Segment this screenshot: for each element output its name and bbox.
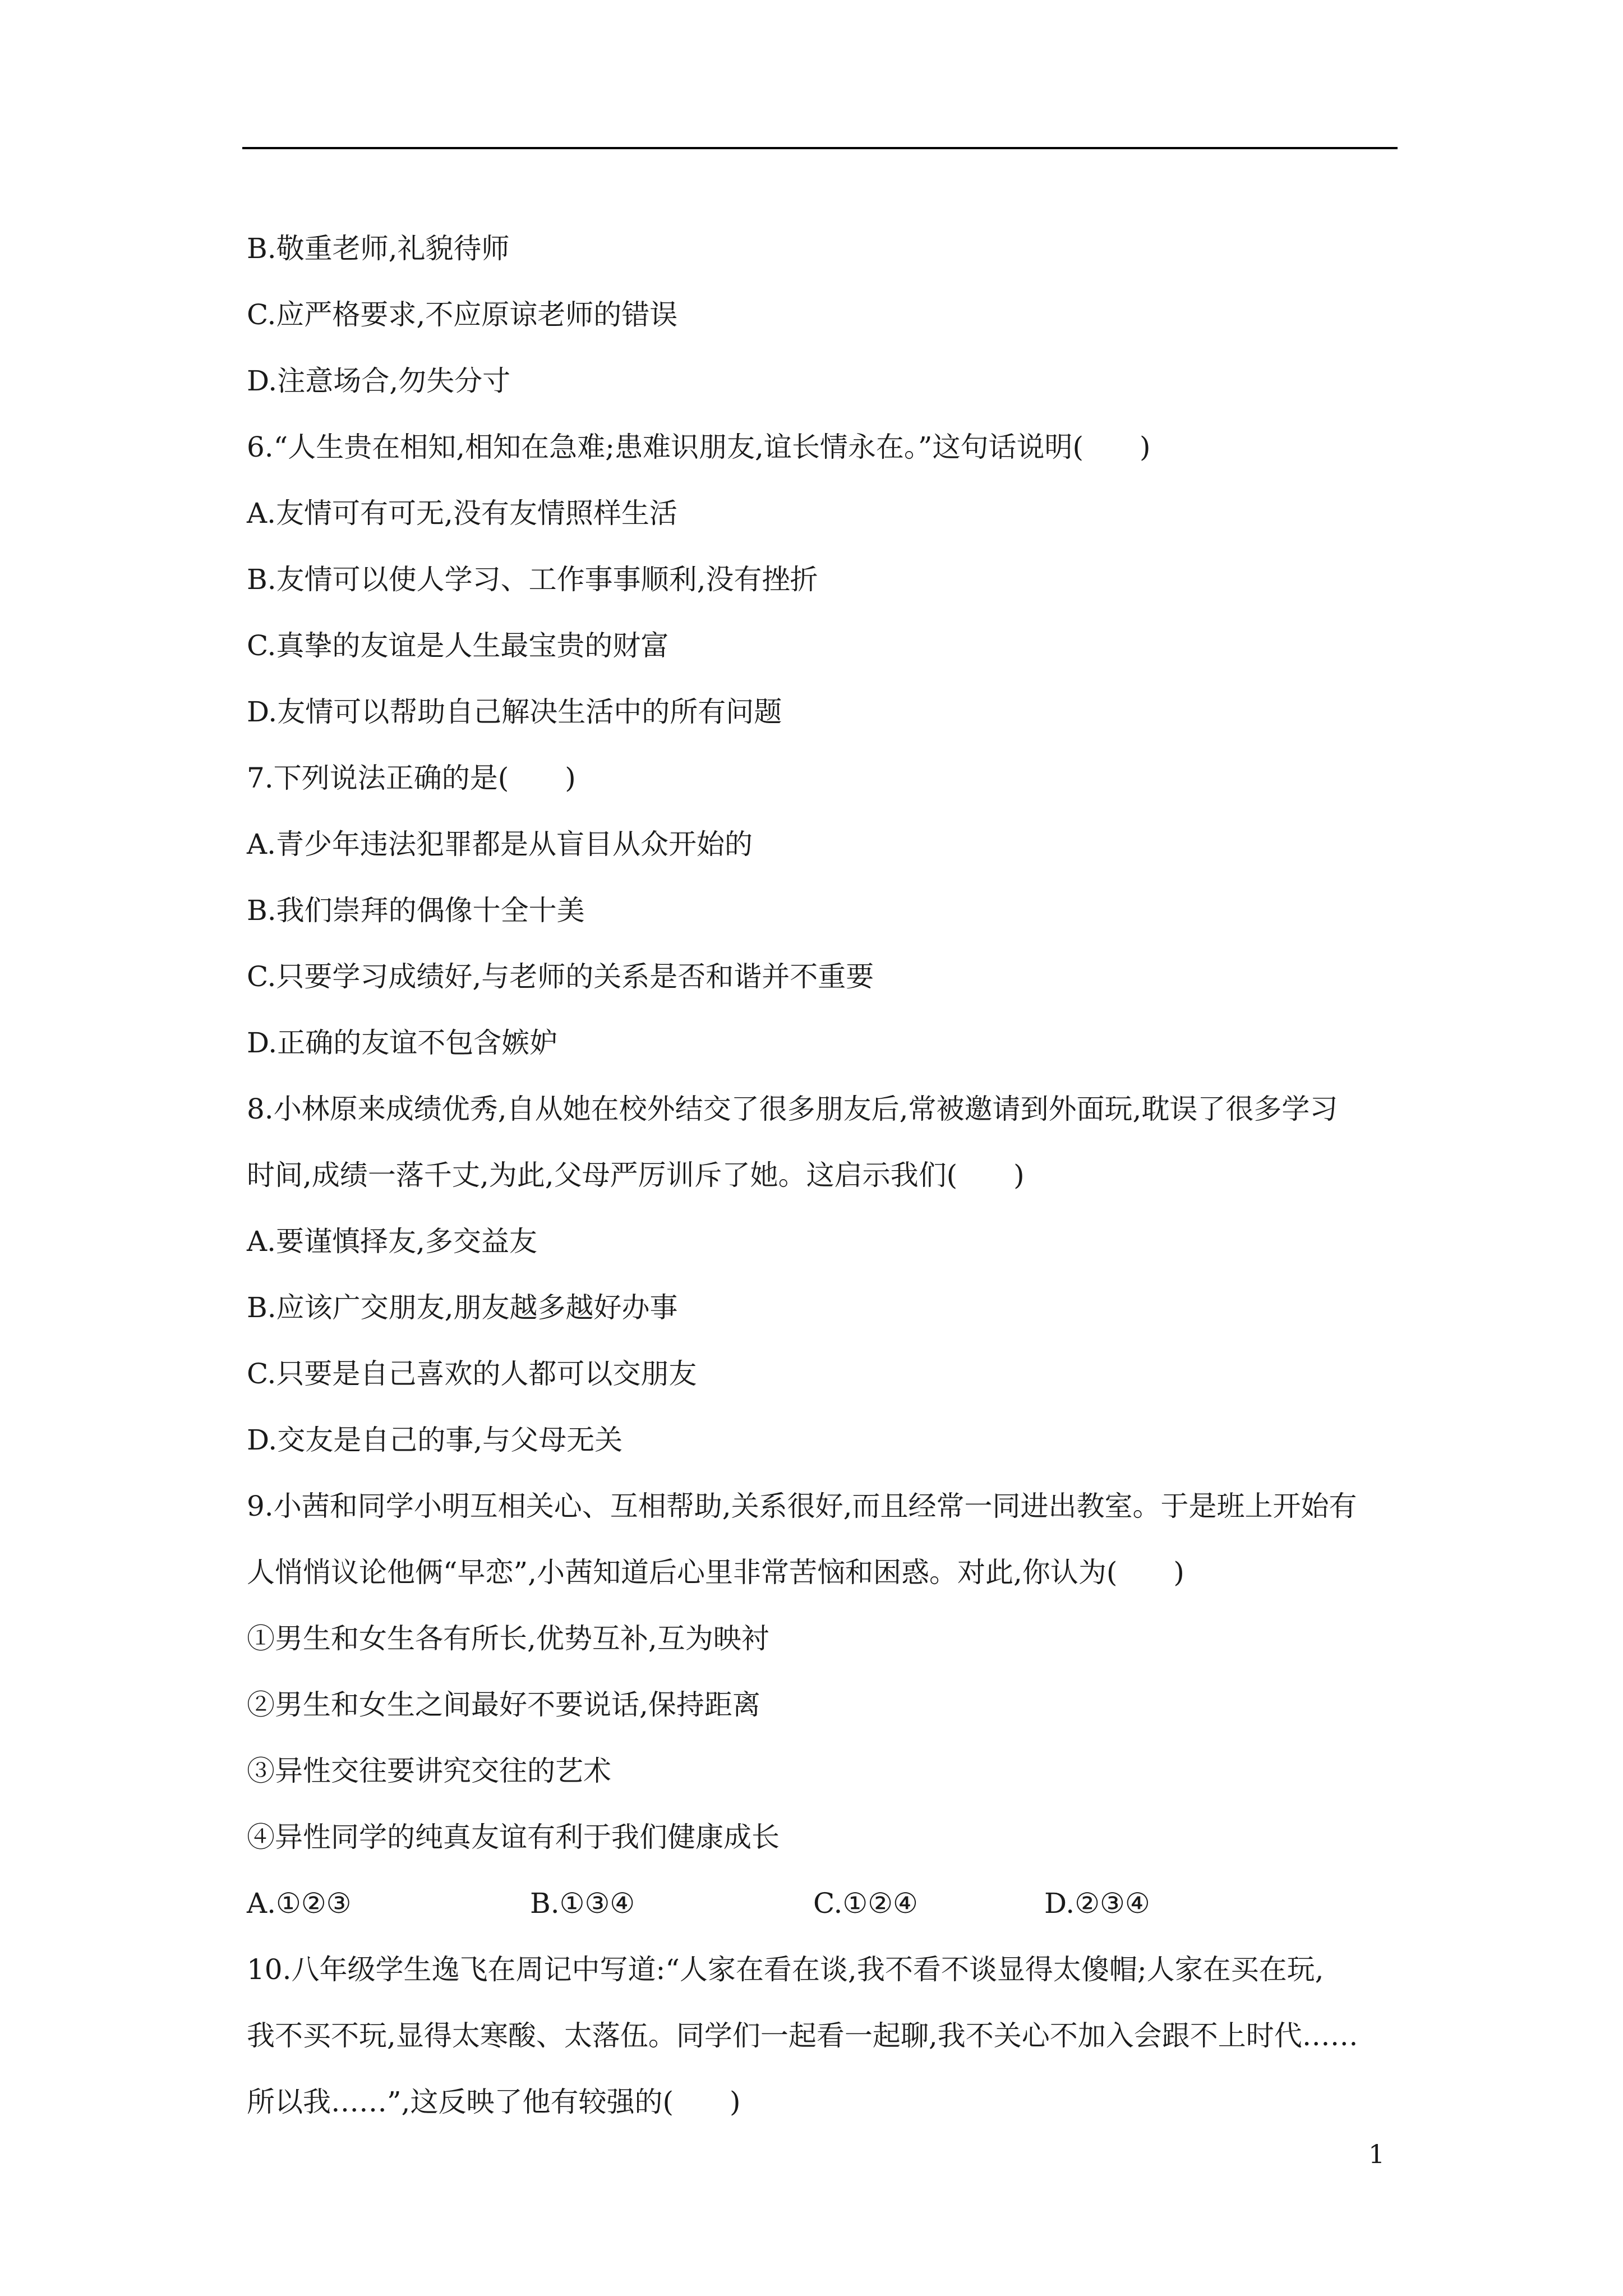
q9-statement-2: ②男生和女生之间最好不要说话,保持距离 [247,1688,760,1721]
q9-stem-line-2: 人悄悄议论他俩“早恋”,小茜知道后心里非常苦恼和困惑。对此,你认为( ) [247,1556,1184,1589]
q6-option-d: D.友情可以帮助自己解决生活中的所有问题 [247,696,782,728]
q9-statement-1: ①男生和女生各有所长,优势互补,互为映衬 [247,1622,769,1655]
q6-option-a: A.友情可有可无,没有友情照样生活 [247,497,677,530]
q8-option-a: A.要谨慎择友,多交益友 [247,1225,537,1258]
q7-stem: 7.下列说法正确的是( ) [247,762,576,794]
page-number: 1 [1368,2139,1385,2169]
q9-option-c: C.①②④ [813,1887,918,1920]
q9-stem-line-1: 9.小茜和同学小明互相关心、互相帮助,关系很好,而且经常一同进出教室。于是班上开始有 [247,1490,1357,1522]
q8-option-d: D.交友是自己的事,与父母无关 [247,1424,623,1456]
q8-stem-line-2: 时间,成绩一落千丈,为此,父母严厉训斥了她。这启示我们( ) [247,1159,1025,1191]
q8-stem-line-1: 8.小林原来成绩优秀,自从她在校外结交了很多朋友后,常被邀请到外面玩,耽误了很多学习 [247,1093,1338,1125]
q7-option-d: D.正确的友谊不包含嫉妒 [247,1027,558,1059]
q9-statement-4: ④异性同学的纯真友谊有利于我们健康成长 [247,1821,780,1853]
q8-option-c: C.只要是自己喜欢的人都可以交朋友 [247,1358,697,1390]
q9-option-b: B.①③④ [530,1887,635,1920]
q7-option-b: B.我们崇拜的偶像十全十美 [247,894,585,927]
q6-option-b: B.友情可以使人学习、工作事事顺利,没有挫折 [247,563,818,596]
q6-stem: 6.“人生贵在相知,相知在急难;患难识朋友,谊长情永在。”这句话说明( ) [247,431,1151,463]
header-rule [242,147,1398,149]
document-body [247,215,1391,2135]
q8-option-b: B.应该广交朋友,朋友越多越好办事 [247,1291,678,1324]
q10-stem-line-1: 10.八年级学生逸飞在周记中写道:“人家在看在谈,我不看不谈显得太傻帽;人家在买在玩, [247,1953,1324,1986]
q9-statement-3: ③异性交往要讲究交往的艺术 [247,1755,611,1787]
q9-option-d: D.②③④ [1044,1887,1150,1920]
q5-option-b: B.敬重老师,礼貌待师 [247,232,510,265]
q5-option-c: C.应严格要求,不应原谅老师的错误 [247,298,678,331]
q10-stem-line-2: 我不买不玩,显得太寒酸、太落伍。同学们一起看一起聊,我不关心不加入会跟不上时代…… [247,2019,1358,2052]
q6-option-c: C.真挚的友谊是人生最宝贵的财富 [247,629,669,662]
q10-stem-line-3: 所以我……”,这反映了他有较强的( ) [247,2086,741,2118]
q7-option-c: C.只要学习成绩好,与老师的关系是否和谐并不重要 [247,960,874,993]
q9-options [247,1870,1391,1936]
q5-option-d: D.注意场合,勿失分寸 [247,365,511,397]
q9-option-a: A.①②③ [247,1887,352,1920]
q7-option-a: A.青少年违法犯罪都是从盲目从众开始的 [247,828,753,861]
